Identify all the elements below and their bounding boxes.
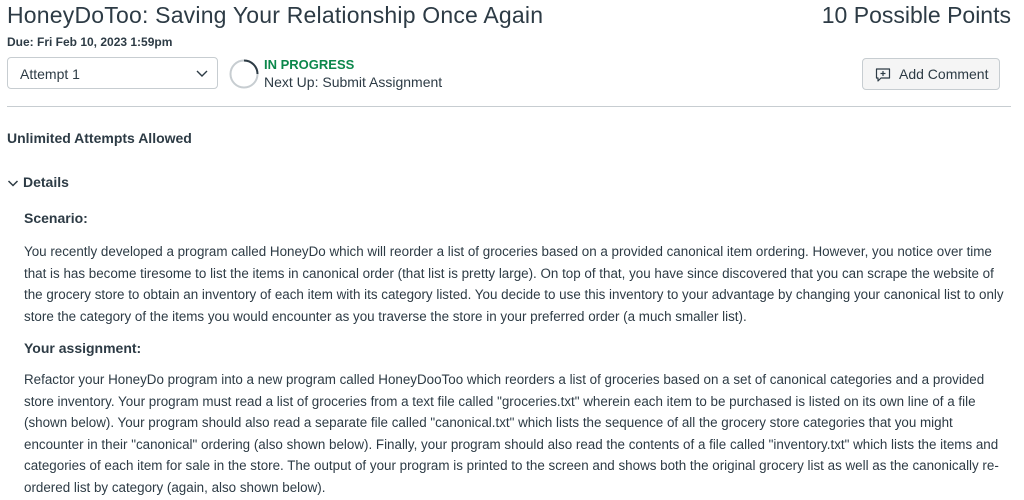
assignment-text: Refactor your HoneyDo program into a new program called HoneyDooToo which reorders a list of groceries based on a set of canonical categories and a provided store inventory. Your program must read a list of groceries from a text file called "groceries.txt" wherein each item to be purchased is listed on its own line of a file (shown below). Your program should also read a separate file called "canonical.txt" which lists the sequence of all the grocery store categories that you might encounter in their "canonical" ordering (also shown below). Finally, your program should also read the contents of a file called "inventory.txt" which lists the items and categories of each item for sale in the store. The output of your program is printed to the screen and shows both the original grocery list as well as the canonically re-ordered list by category (again, also shown below). bbox=[24, 372, 999, 495]
attempts-allowed: Unlimited Attempts Allowed bbox=[7, 130, 192, 146]
header-divider bbox=[7, 106, 1011, 107]
due-date: Due: Fri Feb 10, 2023 1:59pm bbox=[7, 35, 173, 49]
progress-ring-icon bbox=[228, 58, 260, 90]
scenario-heading: Scenario: bbox=[24, 210, 88, 226]
details-label: Details bbox=[23, 174, 69, 190]
add-comment-label: Add Comment bbox=[899, 66, 989, 82]
assignment-header bbox=[7, 2, 1013, 34]
assignment-heading: Your assignment: bbox=[24, 340, 142, 356]
scenario-text: You recently developed a program called HoneyDo which will reorder a list of groceries based on a provided canonical item ordering. However, you notice over time that is has become tiresome to list the items in canonical order (that list is pretty large). On top of that, you have since discovered that you can scrape the website of the grocery store to obtain an inventory of each item with its category listed. You decide to use this inventory to your advantage by changing your canonical list to only store the category of the items you would encounter as you traverse the store in your preferred order (a much smaller list). bbox=[24, 244, 1004, 324]
attempt-select[interactable] bbox=[7, 57, 218, 89]
chevron-down-icon bbox=[7, 177, 19, 189]
chevron-down-icon bbox=[195, 66, 209, 80]
attempt-select-value: Attempt 1 bbox=[20, 66, 80, 82]
possible-points: 10 Possible Points bbox=[821, 2, 1011, 28]
add-comment-button[interactable] bbox=[862, 58, 1000, 90]
status-badge: IN PROGRESS bbox=[264, 57, 355, 72]
page-title: HoneyDoToo: Saving Your Relationship Once Again bbox=[7, 2, 544, 28]
next-up-text: Next Up: Submit Assignment bbox=[264, 74, 443, 90]
comment-icon bbox=[875, 67, 891, 83]
